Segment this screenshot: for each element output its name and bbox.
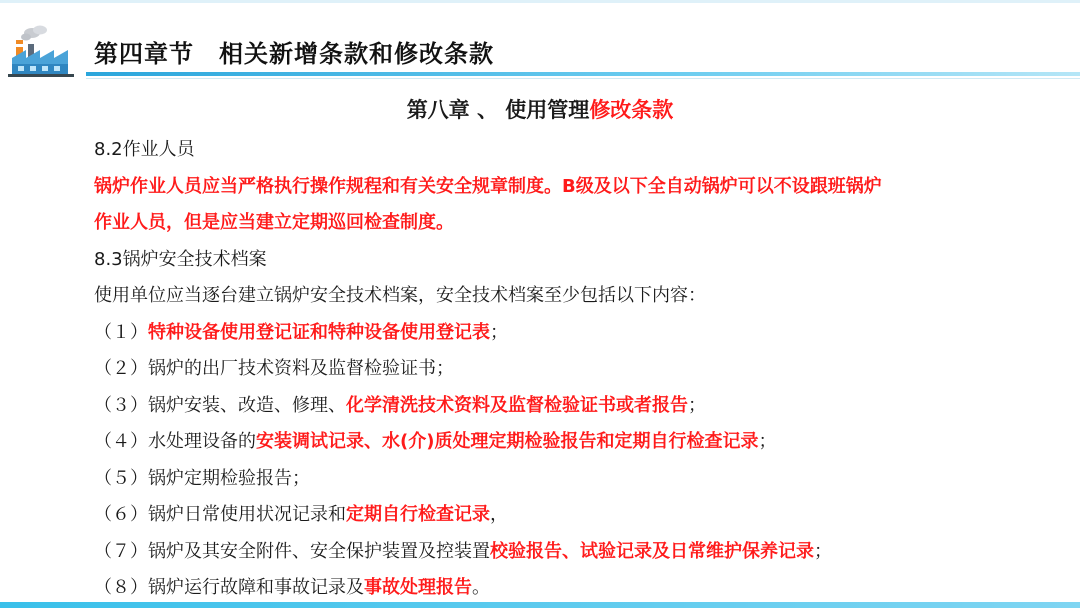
section-8-2-body-line2: 作业人员，但是应当建立定期巡回检查制度。 [94,212,454,233]
list-item [94,534,1060,571]
list-item-highlight: 化学清洗技术资料及监督检验证书或者报告 [346,394,688,416]
top-edge-band [0,0,1080,3]
list-item-highlight: 校验报告、试验记录及日常维护保养记录 [490,540,814,562]
list-item-punct: ； [758,431,777,452]
list-item-text: 锅炉及其安全附件、安全保护装置及控装置 [148,540,490,562]
content-body [94,132,1060,607]
list-item [94,497,1060,534]
list-item-text: 水处理设备的 [148,431,256,452]
list-item [94,388,1060,425]
list-item-number: （８） [94,577,148,598]
list-item-highlight: 安装调试记录、水(介)质处理定期检验报告和定期自行检查记录 [256,431,759,452]
list-item [94,424,1060,461]
list-item-number: （６） [94,504,148,525]
list-item [94,315,1060,352]
section-8-3-title: 8.3锅炉安全技术档案 [94,248,267,270]
section-8-2-title: 8.2作业人员 [94,139,195,160]
list-item [94,351,1060,388]
chapter-heading-prefix: 第八章 、 使用管理 [406,98,590,122]
list-item-text: 锅炉的出厂技术资料及监督检验证书； [148,358,454,379]
list-item-number: （１） [94,321,148,343]
list-item-punct: ； [688,394,706,416]
list-item-highlight: 事故处理报告 [364,577,472,598]
list-item [94,461,1060,498]
list-item-punct: ； [490,321,508,343]
list-item-text: 锅炉日常使用状况记录和 [148,504,346,525]
title-underline-thin [86,78,1080,79]
list-item-text: 锅炉定期检验报告； [148,467,310,489]
list-item-punct: 。 [472,577,490,598]
list-item-highlight: 特种设备使用登记证和特种设备使用登记表 [148,321,490,343]
list-item-number: （４） [94,431,148,452]
list-item-punct: ， [490,504,508,525]
section-8-3-intro: 使用单位应当逐台建立锅炉安全技术档案，安全技术档案至少包括以下内容： [94,285,706,306]
list-item-number: （７） [94,540,148,562]
list-item-punct: ； [814,540,832,562]
chapter-heading [0,94,1080,124]
list-item-number: （５） [94,467,148,489]
page-title: 第四章节 相关新增条款和修改条款 [94,40,494,68]
list-item-text: 锅炉运行故障和事故记录及 [148,577,364,598]
title-underline [86,72,1080,76]
list-item-highlight: 定期自行检查记录 [346,504,490,525]
list-item-number: （２） [94,358,148,379]
factory-icon [6,24,78,78]
list-item-text: 锅炉安装、改造、修理、 [148,394,346,416]
list-item-number: （３） [94,394,148,416]
bottom-edge-band [0,602,1080,608]
section-8-2-body-line1: 锅炉作业人员应当严格执行操作规程和有关安全规章制度。B级及以下全自动锅炉可以不设跟班锅炉 [94,175,882,197]
chapter-heading-highlight: 修改条款 [589,98,674,122]
